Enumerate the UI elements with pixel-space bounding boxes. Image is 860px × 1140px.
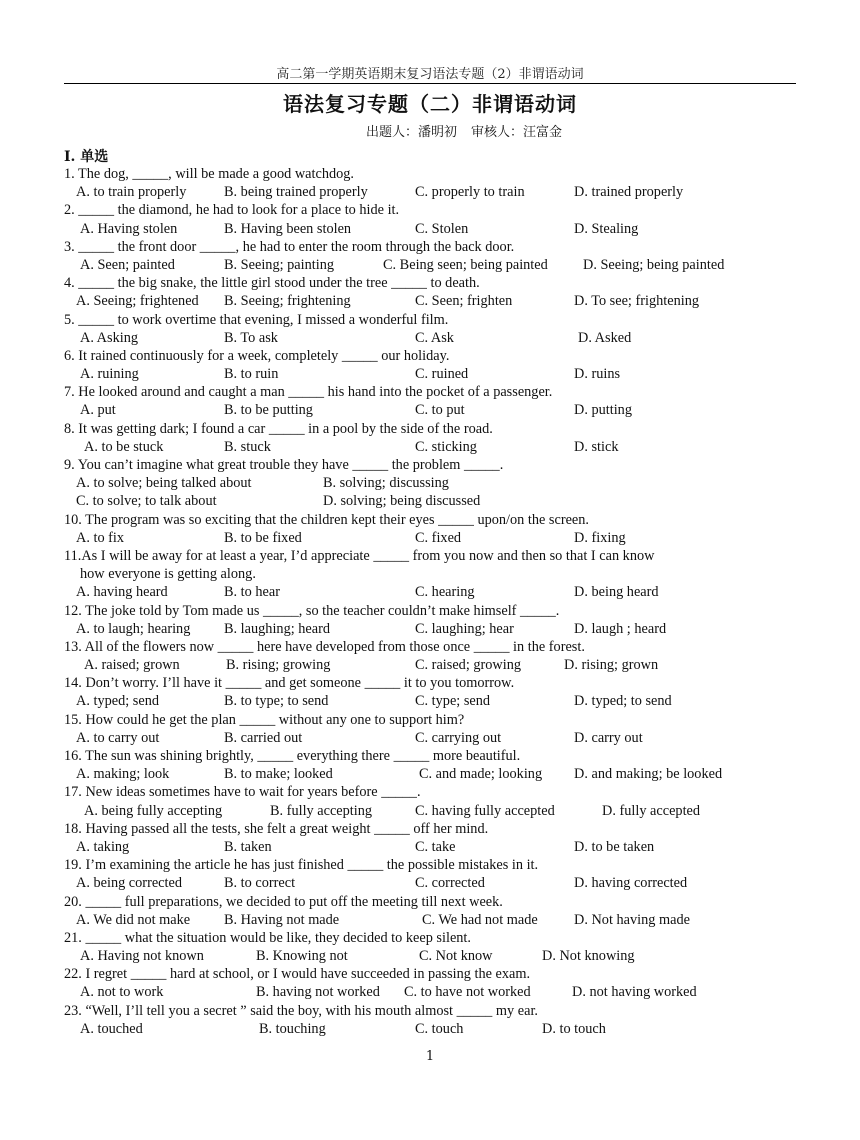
question-item xyxy=(64,856,804,892)
answer-option: C. touch xyxy=(415,1020,464,1037)
answer-option: C. properly to train xyxy=(415,184,525,201)
answer-option: B. to type; to send xyxy=(224,693,329,710)
answer-option: C. to have not worked xyxy=(404,984,531,1001)
options-row xyxy=(64,583,804,601)
answer-option: B. To ask xyxy=(224,329,278,346)
answer-option: B. touching xyxy=(259,1020,326,1037)
answer-option: D. laugh ; heard xyxy=(574,620,667,637)
document-title: 语法复习专题（二）非谓语动词 xyxy=(283,92,577,116)
answer-option: C. laughing; hear xyxy=(415,620,514,637)
question-stem: 5. _____ to work overtime that evening, I missed a wonderful film. xyxy=(64,311,449,328)
answer-option: B. solving; discussing xyxy=(323,475,449,492)
question-item xyxy=(64,547,804,602)
answer-option: A. having heard xyxy=(76,584,168,601)
options-row xyxy=(64,765,804,783)
question-stem: 19. I’m examining the article he has just finished _____ the possible mistakes in it. xyxy=(64,857,539,874)
answer-option: A. to laugh; hearing xyxy=(76,620,191,637)
question-stem: 21. _____ what the situation would be like, they decided to keep silent. xyxy=(64,929,471,946)
question-stem: 15. How could he get the plan _____ without any one to support him? xyxy=(64,711,465,728)
question-item xyxy=(64,638,804,674)
question-item xyxy=(64,383,804,419)
answer-option: B. Seeing; painting xyxy=(224,256,334,273)
answer-option: B. to correct xyxy=(224,875,296,892)
answer-option: D. typed; to send xyxy=(574,693,672,710)
answer-option: B. being trained properly xyxy=(224,184,368,201)
question-item xyxy=(64,238,804,274)
answer-option: D. rising; grown xyxy=(564,657,659,674)
answer-option: A. not to work xyxy=(80,984,164,1001)
question-item xyxy=(64,274,804,310)
answer-option: B. laughing; heard xyxy=(224,620,331,637)
question-item xyxy=(64,201,804,237)
options-row xyxy=(64,438,804,456)
answer-option: A. being fully accepting xyxy=(84,802,223,819)
options-row xyxy=(64,911,804,929)
question-item xyxy=(64,674,804,710)
authors-line xyxy=(366,121,576,140)
answer-option: C. and made; looking xyxy=(419,766,543,783)
answer-option: D. Not having made xyxy=(574,911,690,928)
options-row xyxy=(64,729,804,747)
options-row xyxy=(64,401,804,419)
answer-option: B. Seeing; frightening xyxy=(224,293,351,310)
question-stem: 2. _____ the diamond, he had to look for a place to hide it. xyxy=(64,202,400,219)
header-rule xyxy=(64,83,796,84)
answer-option: D. being heard xyxy=(574,584,659,601)
answer-option: D. and making; be looked xyxy=(574,766,723,783)
answer-option: A. taking xyxy=(76,838,130,855)
section-heading: I. 单选 xyxy=(64,149,109,165)
options-row xyxy=(64,365,804,383)
answer-option: D. putting xyxy=(574,402,632,419)
question-stem: 1. The dog, _____, will be made a good watchdog. xyxy=(64,166,354,182)
answer-option: A. put xyxy=(80,402,116,419)
question-stem: 9. You can’t imagine what great trouble they have _____ the problem _____. xyxy=(64,457,504,473)
author-label: 出题人：潘明初 xyxy=(366,125,458,140)
question-item xyxy=(64,820,804,856)
answer-option: C. Not know xyxy=(419,948,493,965)
options-row xyxy=(64,802,804,820)
options-row xyxy=(64,620,804,638)
reviewer-label: 审核人：汪富金 xyxy=(471,125,563,140)
options-row xyxy=(64,492,804,510)
answer-option: B. rising; growing xyxy=(226,657,331,674)
options-row xyxy=(64,874,804,892)
answer-option: C. type; send xyxy=(415,693,491,710)
answer-option: D. Stealing xyxy=(574,220,639,237)
question-item xyxy=(64,420,804,456)
question-item xyxy=(64,1002,804,1038)
options-row xyxy=(64,838,804,856)
answer-option: A. Asking xyxy=(80,329,138,346)
answer-option: C. to solve; to talk about xyxy=(76,493,217,510)
answer-option: C. We had not made xyxy=(422,911,538,928)
answer-option: A. to fix xyxy=(76,529,125,546)
answer-option: A. ruining xyxy=(80,366,139,383)
answer-option: C. to put xyxy=(415,402,465,419)
answer-option: C. ruined xyxy=(415,366,469,383)
answer-option: C. carrying out xyxy=(415,729,502,746)
answer-option: A. touched xyxy=(80,1020,143,1037)
question-stem: 20. _____ full preparations, we decided to put off the meeting till next week. xyxy=(64,893,503,910)
options-row xyxy=(64,329,804,347)
answer-option: B. to ruin xyxy=(224,366,279,383)
answer-option: B. carried out xyxy=(224,729,303,746)
options-row xyxy=(64,656,804,674)
question-item xyxy=(64,347,804,383)
answer-option: C. hearing xyxy=(415,584,475,601)
question-stem: how everyone is getting along. xyxy=(80,566,256,583)
question-stem: 11.As I will be away for at least a year, I’d appreciate _____ from you now and then so that I can know xyxy=(64,547,655,564)
answer-option: C. corrected xyxy=(415,875,485,892)
options-row xyxy=(64,947,804,965)
answer-option: C. fixed xyxy=(415,529,462,546)
answer-option: D. Asked xyxy=(578,329,632,346)
answer-option: C. having fully accepted xyxy=(415,802,555,819)
question-stem: 10. The program was so exciting that the children kept their eyes _____ upon/on the screen. xyxy=(64,511,590,528)
answer-option: A. making; look xyxy=(76,766,170,783)
page-number: 1 xyxy=(425,1049,435,1064)
running-header: 高二第一学期英语期末复习语法专题（2）非谓语动词 xyxy=(276,67,584,82)
question-stem: 16. The sun was shining brightly, _____ everything there _____ more beautiful. xyxy=(64,748,521,764)
question-item xyxy=(64,929,804,965)
answer-option: A. typed; send xyxy=(76,693,159,710)
answer-option: A. Having not known xyxy=(80,948,204,965)
question-item xyxy=(64,965,804,1001)
question-stem: 14. Don’t worry. I’ll have it _____ and get someone _____ it to you tomorrow. xyxy=(64,675,515,692)
answer-option: B. to make; looked xyxy=(224,766,333,783)
answer-option: C. sticking xyxy=(415,438,477,455)
answer-option: B. stuck xyxy=(224,438,271,455)
options-row xyxy=(64,292,804,310)
question-item xyxy=(64,311,804,347)
answer-option: A. to carry out xyxy=(76,729,160,746)
answer-option: A. to solve; being talked about xyxy=(76,475,252,492)
question-stem: 23. “Well, I’ll tell you a secret ” said the boy, with his mouth almost _____ my ear. xyxy=(64,1002,538,1019)
answer-option: D. stick xyxy=(574,438,619,455)
answer-option: A. Seeing; frightened xyxy=(76,293,199,310)
answer-option: A. to train properly xyxy=(76,184,187,201)
question-item xyxy=(64,711,804,747)
answer-option: C. take xyxy=(415,838,456,855)
options-row xyxy=(64,692,804,710)
question-stem: 3. _____ the front door _____, he had to enter the room through the back door. xyxy=(64,238,515,255)
question-item xyxy=(64,456,804,511)
options-row xyxy=(64,1020,804,1038)
question-item xyxy=(64,511,804,547)
answer-option: C. Ask xyxy=(415,329,454,346)
question-stem: 17. New ideas sometimes have to wait for years before _____. xyxy=(64,784,421,801)
answer-option: C. Being seen; being painted xyxy=(383,256,548,273)
answer-option: D. trained properly xyxy=(574,184,684,201)
answer-option: A. being corrected xyxy=(76,875,182,892)
answer-option: D. to be taken xyxy=(574,838,655,855)
answer-option: B. having not worked xyxy=(256,984,380,1001)
options-row xyxy=(64,474,804,492)
question-stem: 6. It rained continuously for a week, completely _____ our holiday. xyxy=(64,347,450,364)
answer-option: D. To see; frightening xyxy=(574,293,699,310)
answer-option: B. taken xyxy=(224,838,272,855)
answer-option: D. Not knowing xyxy=(542,948,635,965)
answer-option: D. to touch xyxy=(542,1020,606,1037)
answer-option: A. Having stolen xyxy=(80,220,178,237)
options-row xyxy=(64,256,804,274)
answer-option: D. carry out xyxy=(574,729,643,746)
options-row xyxy=(64,529,804,547)
options-row xyxy=(64,220,804,238)
question-list xyxy=(64,165,804,1038)
answer-option: B. Having been stolen xyxy=(224,220,352,237)
question-stem: 13. All of the flowers now _____ here have developed from those once _____ in the forest. xyxy=(64,638,585,655)
answer-option: D. ruins xyxy=(574,366,621,383)
answer-option: B. Having not made xyxy=(224,911,340,928)
question-stem: 18. Having passed all the tests, she felt a great weight _____ off her mind. xyxy=(64,820,489,837)
answer-option: D. having corrected xyxy=(574,875,688,892)
answer-option: D. fully accepted xyxy=(602,802,701,819)
question-item xyxy=(64,747,804,783)
answer-option: D. fixing xyxy=(574,529,626,546)
answer-option: B. to hear xyxy=(224,584,280,601)
options-row xyxy=(64,183,804,201)
answer-option: C. Stolen xyxy=(415,220,469,237)
question-stem: 12. The joke told by Tom made us _____, so the teacher couldn’t make himself _____. xyxy=(64,602,560,619)
answer-option: B. Knowing not xyxy=(256,948,348,965)
answer-option: A. to be stuck xyxy=(84,438,164,455)
answer-option: A. raised; grown xyxy=(84,657,180,674)
answer-option: A. Seen; painted xyxy=(80,256,175,273)
question-stem: 22. I regret _____ hard at school, or I would have succeeded in passing the exam. xyxy=(64,966,531,983)
question-item xyxy=(64,165,804,201)
answer-option: C. raised; growing xyxy=(415,657,522,674)
question-item xyxy=(64,893,804,929)
answer-option: D. solving; being discussed xyxy=(323,493,481,510)
question-stem: 4. _____ the big snake, the little girl stood under the tree _____ to death. xyxy=(64,275,480,292)
answer-option: B. fully accepting xyxy=(270,802,373,819)
options-row xyxy=(64,983,804,1001)
answer-option: C. Seen; frighten xyxy=(415,293,513,310)
question-item xyxy=(64,602,804,638)
answer-option: A. We did not make xyxy=(76,911,191,928)
answer-option: D. Seeing; being painted xyxy=(583,256,725,273)
question-stem: 7. He looked around and caught a man _____ his hand into the pocket of a passenger. xyxy=(64,384,553,401)
question-stem: 8. It was getting dark; I found a car _____ in a pool by the side of the road. xyxy=(64,420,493,437)
answer-option: D. not having worked xyxy=(572,984,697,1001)
question-item xyxy=(64,783,804,819)
answer-option: B. to be putting xyxy=(224,402,313,419)
answer-option: B. to be fixed xyxy=(224,529,302,546)
